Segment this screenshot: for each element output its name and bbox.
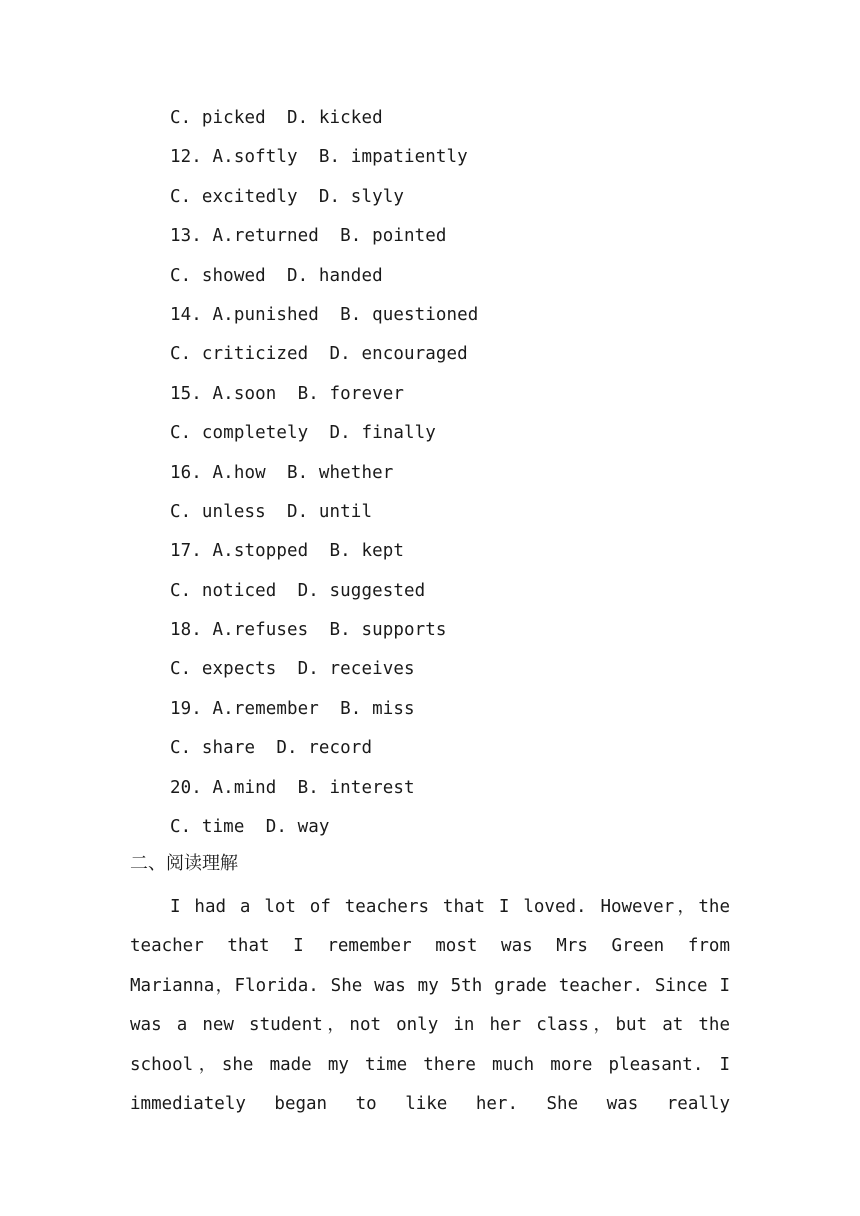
option-line: C. excitedly D. slyly: [170, 186, 404, 207]
answer-options-list: [170, 102, 478, 850]
option-line: 17. A.stopped B. kept: [170, 541, 404, 562]
option-line: 19. A.remember B. miss: [170, 698, 415, 719]
option-line: 15. A.soon B. forever: [170, 383, 404, 404]
option-line: 13. A.returned B. pointed: [170, 226, 447, 247]
option-line: C. time D. way: [170, 817, 330, 838]
option-line: C. completely D. finally: [170, 423, 436, 444]
option-line: C. picked D. kicked: [170, 108, 383, 128]
option-line: 14. A.punished B. questioned: [170, 304, 479, 325]
option-line: C. showed D. handed: [170, 265, 383, 286]
option-line: C. criticized D. encouraged: [170, 344, 468, 365]
option-line: 18. A.refuses B. supports: [170, 620, 447, 641]
option-line: C. unless D. until: [170, 501, 373, 522]
option-line: 20. A.mind B. interest: [170, 777, 415, 798]
option-line: C. share D. record: [170, 738, 373, 759]
option-line: 16. A.how B. whether: [170, 462, 394, 483]
option-line: C. noticed D. suggested: [170, 580, 426, 601]
option-line: 12. A.softly B. impatiently: [170, 147, 468, 168]
section-heading: 二、阅读理解: [130, 853, 238, 874]
option-line: C. expects D. receives: [170, 659, 415, 680]
reading-passage: I had a lot of teachers that I loved. However，the teacher that I remember most was Mrs Green from Marianna，Florida. She was my 5th grade teacher. Since I was a new student，not only in her class，but at the school，she made my time there much more pleasant. I immediately began to like her. She was really: [130, 897, 730, 1115]
